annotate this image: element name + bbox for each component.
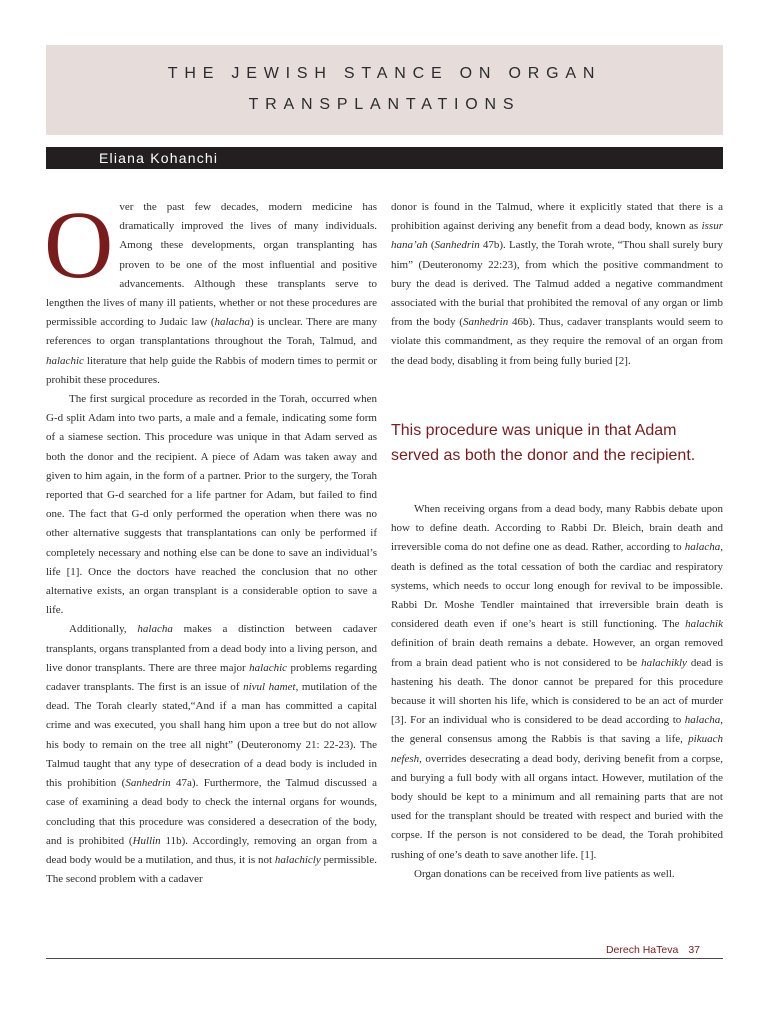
- right-column-bottom: [391, 500, 723, 884]
- paragraph-defining-death: When receiving organs from a dead body, many Rabbis debate upon how to define death. According to Rabbi Dr. Bleich, brain death and irreversible coma do not define one as dead. Rather, according to halacha, death is defined as the total cessation of both the cardiac and respiratory systems, which needs to occur long enough for revival to be impossible. Rabbi Dr. Moshe Tendler maintained that irreversible brain death is considered death even if one’s heart is still functioning. The halachik definition of brain death remains a debate. However, an organ removed from a brain dead patient who is not considered to be halachikly dead is hastening his death. The donor cannot be prepared for this procedure because it will shorten his life, which is considered to be an act of murder [3]. For an individual who is considered to be dead according to halacha, the general consensus among the Rabbis is that saving a life, pikuach nefesh, overrides desecrating a dead body, deriving benefit from a corpse, and burying a full body with all organs intact. However, mutilation of the body should be kept to a minimum and all remaining parts that are not used for the transplant should be treated with respect and buried with the corpse. If the person is not considered to be dead, the Torah prohibited rushing of one’s death to save another life. [1].: [391, 503, 723, 861]
- page-footer: [606, 944, 700, 956]
- paragraph-intro: Over the past few decades, modern medicine has dramatically improved the lives of many individuals. Among these developments, organ transplanting has proven to be one of the most influential and positive advancements. Although these transplants serve to lengthen the lives of many ill patients, whether or not these procedures are permissible according to Judaic law (halacha) is unclear. There are many references to organ transplantations throughout the Torah, Talmud, and halachic literature that help guide the Rabbis of modern times to permit or prohibit these procedures.: [44, 191, 377, 386]
- article-title-line-1: THE JEWISH STANCE ON ORGAN: [167, 65, 602, 82]
- right-column-top: [391, 198, 723, 371]
- paragraph-benefit-burial: donor is found in the Talmud, where it explicitly stated that there is a prohibition against deriving any benefit from a dead body, known as issur hana’ah (Sanhedrin 47b). Lastly, the Torah wrote, “Thou shall surely bury him” (Deuteronomy 22:23), from which the positive commandment to bury the dead is derived. The Talmud added a negative commandment associated with the burial that prohibited the removal of any organ or limb from the body (Sanhedrin 46b). Thus, cadaver transplants would seem to violate this commandment, as they require the removal of an organ from the dead body, disabling it from being fully buried [2].: [391, 201, 723, 367]
- author-name: Eliana Kohanchi: [99, 150, 219, 166]
- footer-rule: [46, 958, 723, 959]
- pull-quote: This procedure was unique in that Adam served as both the donor and the recipient.: [391, 422, 696, 464]
- article-title-line-2: TRANSPLANTATIONS: [248, 96, 521, 113]
- paragraph-cadaver-transplants: Additionally, halacha makes a distinction between cadaver transplants, organs transplanted from a dead body into a living person, and live donor transplants. There are three major halachic problems regarding cadaver transplants. The first is an issue of nivul hamet, mutilation of the dead. The Torah clearly stated,“And if a man has committed a capital crime and was executed, you shall hang him upon a tree but do not allow his body to remain on the tree all night” (Deuteronomy 21: 22-23). The Talmud taught that any type of desecration of a dead body is included in this prohibition (Sanhedrin 47a). Furthermore, the Talmud discussed a case of examining a dead body to check the internal organs for wounds, concluding that this procedure was considered a desecration of the body, and is prohibited (Hullin 11b). Accordingly, removing an organ from a dead body would be a mutilation, and thus, it is not halachicly permissible. The second problem with a cadaver: [46, 623, 377, 886]
- paragraph-first-surgery: The first surgical procedure as recorded in the Torah, occurred when G-d split Adam into two parts, a male and a female, indicating some form of a siamese section. This procedure was unique in that Adam served as both the donor and the recipient. A piece of Adam was taken away and given to him again, in the form of a partner. Prior to the surgery, the Torah reported that G-d searched for a life partner for Adam, but failed to find one. The fact that G-d only performed the operation when there was no other alternative suggests that transplantations can only be performed if completely necessary and nothing else can be done to save an individual’s life [1]. Once the doctors have reached the conclusion that no other alternative exists, an organ transplant is a considerable option to save a life.: [46, 393, 377, 617]
- publication-name: Derech HaTeva: [605, 944, 679, 956]
- left-column: [44, 191, 377, 889]
- author-bar: [46, 147, 723, 169]
- page-number: 37: [688, 944, 700, 956]
- title-banner: [46, 45, 723, 135]
- drop-cap: O: [44, 191, 114, 298]
- paragraph-live-donors: Organ donations can be received from live patients as well.: [414, 867, 675, 880]
